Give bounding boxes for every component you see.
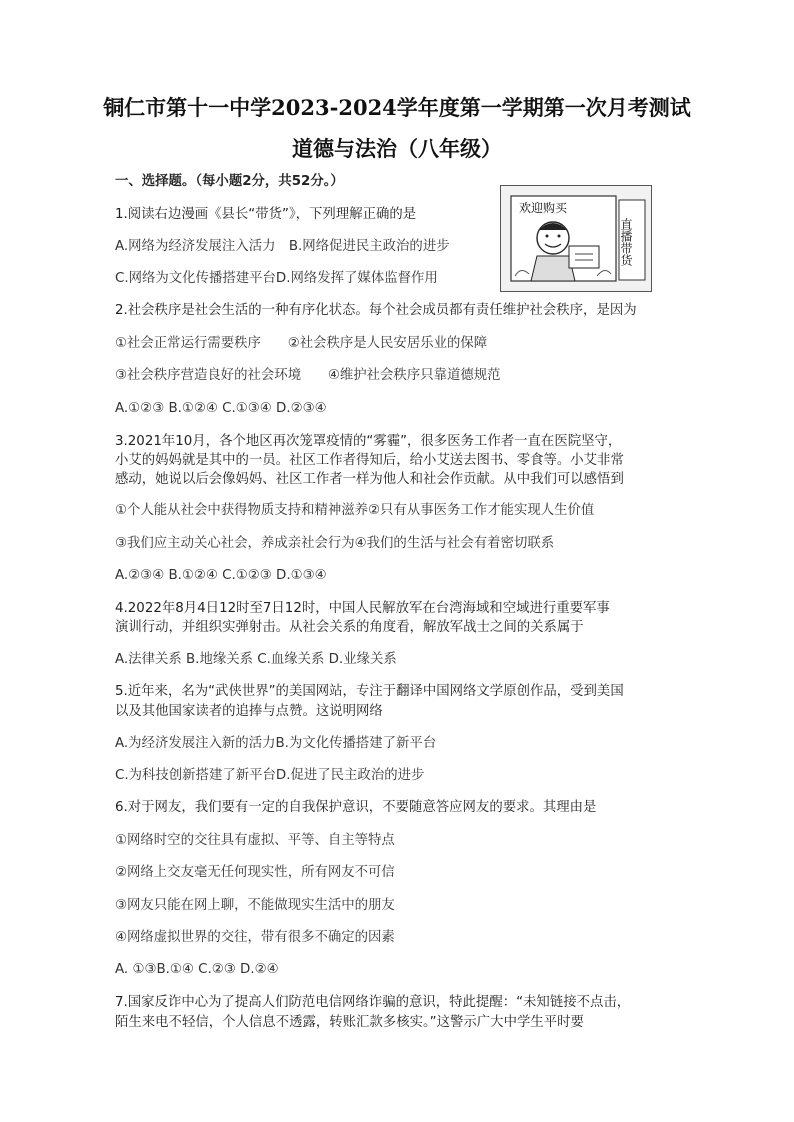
q3-stem-line1: 3.2021年10月，各个地区再次笼罩疫情的“雾霾”，很多医务工作者一直在医院坚守， bbox=[115, 434, 622, 449]
q6-stem: 6.对于网友，我们要有一定的自我保护意识，不要随意答应网友的要求。其理由是 bbox=[115, 800, 597, 815]
q3-stem-line3: 感动，她说以后会像妈妈、社区工作者一样为他人和社会作贡献。从中我们可以感悟到 bbox=[115, 472, 624, 487]
q6-statement-2: ②网络上交友毫无任何现实性，所有网友不可信 bbox=[115, 865, 395, 880]
q5-options-ab: A.为经济发展注入新的活力B.为文化传播搭建了新平台 bbox=[115, 736, 437, 751]
q7-stem-line2: 陌生来电不轻信，个人信息不透露，转账汇款多核实。”这警示广大中学生平时要 bbox=[115, 1015, 584, 1030]
q2-options: A.①②③ B.①②④ C.①③④ D.②③④ bbox=[115, 401, 327, 416]
q6-options: A. ①③B.①④ C.②③ D.②④ bbox=[115, 962, 279, 977]
cartoon-caption-left: 欢迎购买 bbox=[519, 201, 568, 215]
q2-stem: 2.社会秩序是社会生活的一种有序化状态。每个社会成员都有责任维护社会秩序，是因为 bbox=[115, 303, 637, 318]
q6-statement-4: ④网络虚拟世界的交往，带有很多不确定的因素 bbox=[115, 930, 395, 945]
q2-statements-12: ①社会正常运行需要秩序 ②社会秩序是人民安居乐业的保障 bbox=[115, 336, 488, 351]
q3-stem-line2: 小艾的妈妈就是其中的一员。社区工作者得知后，给小艾送去图书、零食等。小艾非常 bbox=[115, 453, 624, 468]
q1-options-ab: A.网络为经济发展注入活力 B.网络促进民主政治的进步 bbox=[115, 239, 450, 254]
q3-options: A.②③④ B.①②④ C.①②③ D.①③④ bbox=[115, 568, 327, 583]
q6-statement-3: ③网友只能在网上聊，不能做现实生活中的朋友 bbox=[115, 898, 395, 913]
q4-stem-line1: 4.2022年8月4日12时至7日12时，中国人民解放军在台湾海域和空域进行重要军事 bbox=[115, 601, 610, 616]
q6-statement-1: ①网络时空的交往具有虚拟、平等、自主等特点 bbox=[115, 833, 395, 848]
q5-options-cd: C.为科技创新搭建了新平台D.促进了民主政治的进步 bbox=[115, 768, 425, 783]
q4-options: A.法律关系 B.地缘关系 C.血缘关系 D.业缘关系 bbox=[115, 652, 397, 667]
q3-statements-34: ③我们应主动关心社会，养成亲社会行为④我们的生活与社会有着密切联系 bbox=[115, 536, 555, 551]
q1-options-cd: C.网络为文化传播搭建平台D.网络发挥了媒体监督作用 bbox=[115, 271, 438, 286]
section-heading: 一、选择题。（每小题2分，共52分。） bbox=[115, 174, 344, 189]
q7-stem-line1: 7.国家反诈中心为了提高人们防范电信网络诈骗的意识，特此提醒：“未知链接不点击， bbox=[115, 995, 631, 1010]
cartoon-drawing bbox=[501, 186, 651, 291]
q4-stem-line2: 演训行动，并组织实弹射击。从社会关系的角度看，解放军战士之间的关系属于 bbox=[115, 620, 584, 635]
q1-stem: 1.阅读右边漫画《县长“带货”》，下列理解正确的是 bbox=[115, 207, 417, 222]
q5-stem-line1: 5.近年来，名为“武侠世界”的美国网站，专注于翻译中国网络文学原创作品，受到美国 bbox=[115, 684, 624, 699]
q3-statements-12: ①个人能从社会中获得物质支持和精神滋养②只有从事医务工作才能实现人生价值 bbox=[115, 503, 595, 518]
cartoon-image bbox=[500, 185, 652, 292]
q5-stem-line2: 以及其他国家读者的追捧与点赞。这说明网络 bbox=[115, 704, 383, 719]
cartoon-caption-right: 直播带货 bbox=[619, 218, 633, 266]
exam-subtitle: 道德与法治（八年级） bbox=[292, 136, 502, 161]
q2-statements-34: ③社会秩序营造良好的社会环境 ④维护社会秩序只靠道德规范 bbox=[115, 368, 501, 383]
exam-title: 铜仁市第十一中学2023-2024学年度第一学期第一次月考测试 bbox=[103, 95, 691, 120]
